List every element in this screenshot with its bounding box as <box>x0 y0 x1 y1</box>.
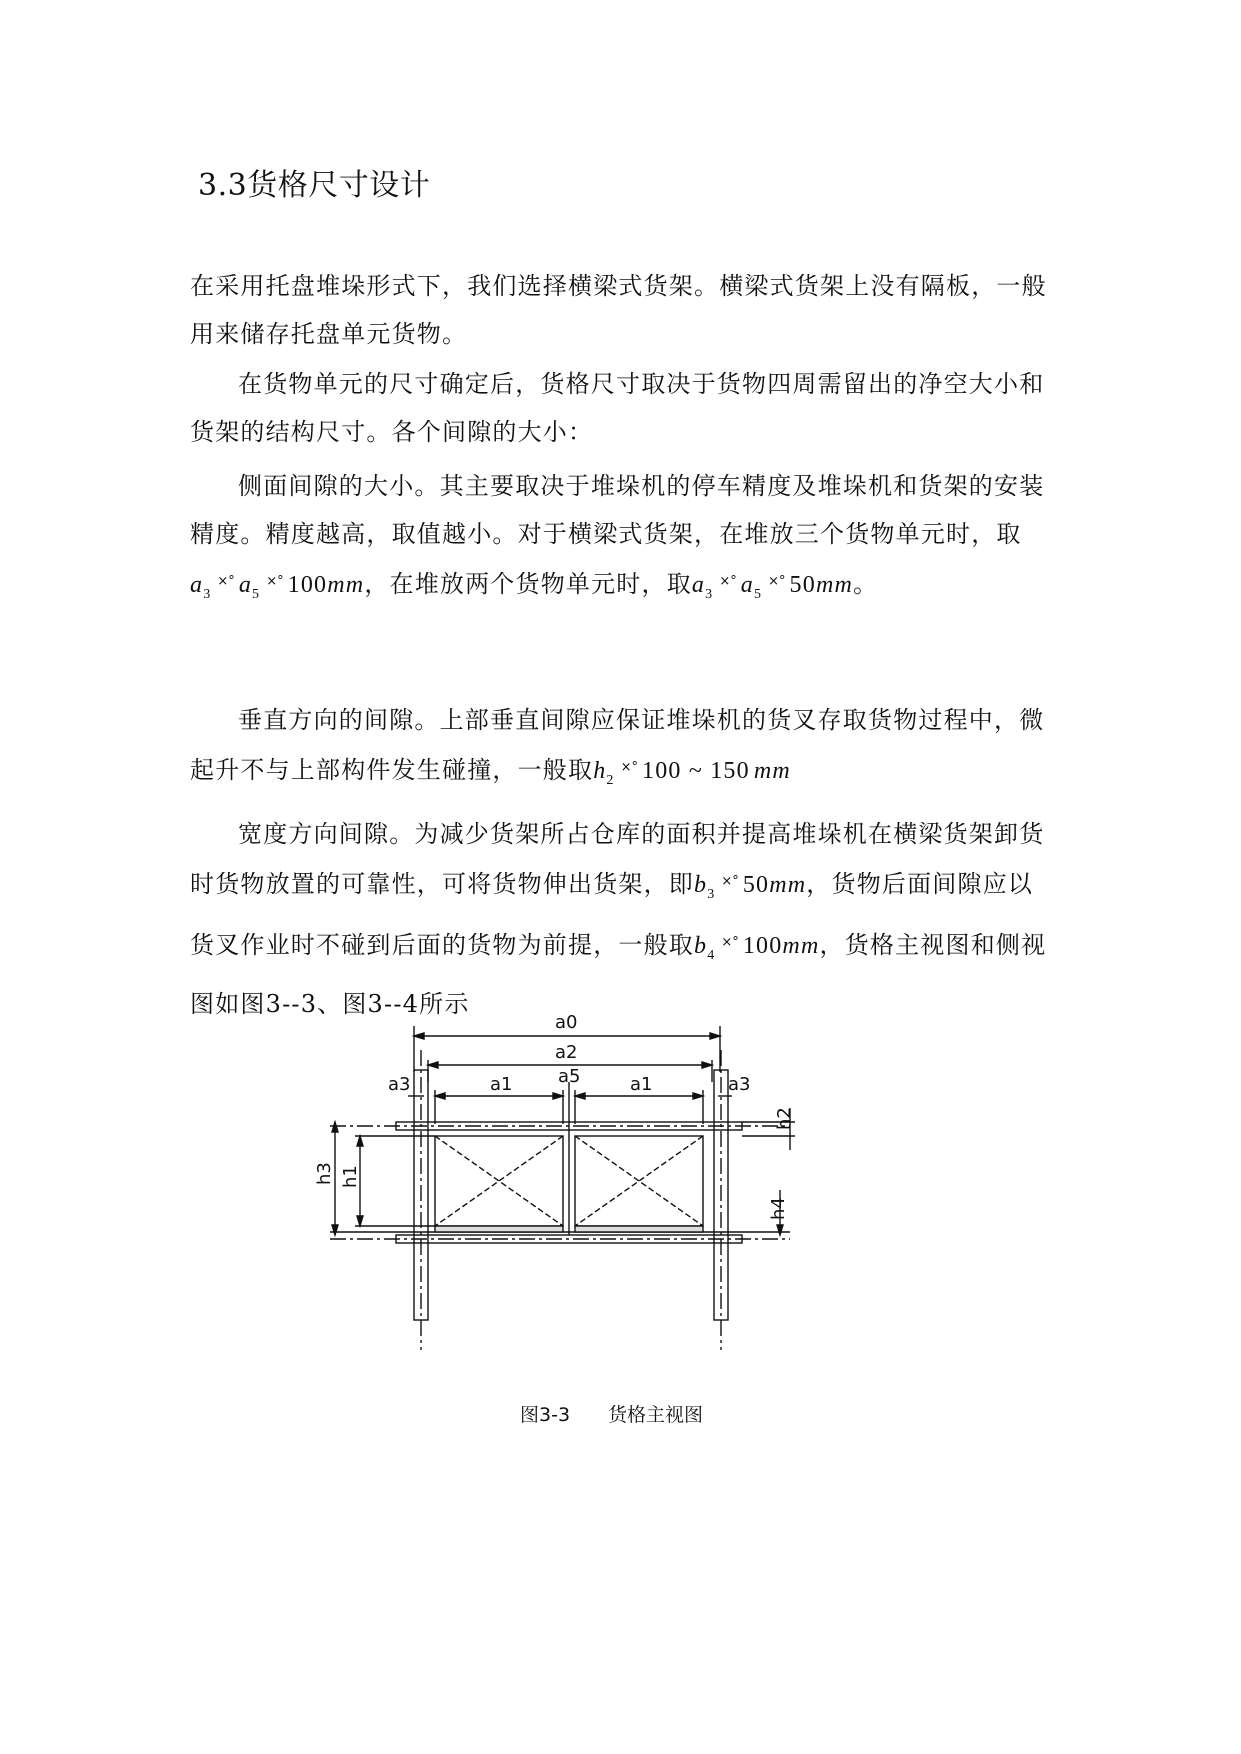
label-a3-right: a3 <box>728 1074 751 1095</box>
width-clearance-text: 宽度方向间隙。为减少货架所占仓库的面积并提高堆垛机在横梁货架卸货时货物放置的可靠性，可将货物伸出货架，即 <box>190 820 1045 898</box>
value-100: 100 <box>742 933 783 959</box>
paragraph-vertical-clearance <box>190 696 1050 805</box>
formula-a5-2: $a_5$ <box>740 572 763 602</box>
paragraph-side-clearance <box>190 462 1050 619</box>
approx-symbol: ×° <box>719 574 737 589</box>
unit-mm: mm <box>327 572 365 598</box>
caption-number: 图3-3 <box>520 1404 571 1426</box>
label-a1-right: a1 <box>630 1074 653 1095</box>
paragraph-intro: 在采用托盘堆垛形式下，我们选择横梁式货架。横梁式货架上没有隔板，一般用来储存托盘单元货物。 <box>190 272 1047 348</box>
value-100: 100 <box>287 572 328 598</box>
approx-symbol: ×° <box>721 935 739 950</box>
value-range: 100 ~ 150 <box>642 758 750 784</box>
formula-h2: $h_2$ <box>593 758 615 788</box>
formula-b4: $b_4$ <box>694 933 716 963</box>
figure-caption <box>520 1400 703 1427</box>
label-a3-left: a3 <box>388 1074 411 1095</box>
vertical-clearance-text: 垂直方向的间隙。上部垂直间隙应保证堆垛机的货叉存取货物过程中，微起升不与上部构件发生碰撞，一般取 <box>190 706 1045 784</box>
label-h2: h2 <box>774 1107 795 1130</box>
paragraph-width-clearance <box>190 810 1050 1028</box>
unit-mm: mm <box>753 758 791 784</box>
paragraph-clearance-overview: 在货物单元的尺寸确定后，货格尺寸取决于货物四周需留出的净空大小和货架的结构尺寸。各个间隙的大小： <box>190 370 1045 446</box>
width-clearance-text-2: ，货物后面间隙应以货叉作业时不碰到后面的货物为前提，一般取 <box>190 870 1034 959</box>
approx-symbol: ×° <box>768 574 786 589</box>
label-a0: a0 <box>555 1012 578 1033</box>
side-clearance-text: 侧面间隙的大小。其主要取决于堆垛机的停车精度及堆垛机和货架的安装精度。精度越高，取值越小。对于横梁式货架，在堆放三个货物单元时，取 <box>190 472 1045 548</box>
formula-b3: $b_3$ <box>694 872 716 902</box>
value-50: 50 <box>742 872 770 898</box>
width-clearance-text-3: ，货格主视图和侧视图如图3--3、图3--4所示 <box>190 931 1047 1018</box>
formula-a5-1: $a_5$ <box>238 572 261 602</box>
section-heading: 3.3货格尺寸设计 <box>198 168 431 203</box>
shelf-front-view-drawing <box>300 1010 900 1390</box>
approx-symbol: ×° <box>620 760 639 775</box>
label-h3: h3 <box>314 1162 335 1185</box>
shelf-front-view-figure <box>300 1010 900 1390</box>
unit-mm: mm <box>782 933 820 959</box>
caption-title: 货格主视图 <box>608 1404 704 1426</box>
formula-a3-2: $a_3$ <box>691 572 714 602</box>
approx-symbol: ×° <box>721 874 739 889</box>
dimension-labels <box>314 1012 795 1220</box>
label-h4: h4 <box>768 1197 789 1220</box>
unit-mm: mm <box>769 872 807 898</box>
approx-symbol: ×° <box>266 574 284 589</box>
label-a2: a2 <box>555 1042 578 1063</box>
label-a1-left: a1 <box>490 1074 513 1095</box>
value-50: 50 <box>789 572 816 598</box>
formula-a3-1: $a_3$ <box>190 572 212 602</box>
approx-symbol: ×° <box>217 574 235 589</box>
unit-mm: mm <box>815 572 854 598</box>
label-h1: h1 <box>340 1165 361 1188</box>
side-clearance-text-2: ，在堆放两个货物单元时，取 <box>364 570 692 598</box>
label-a5: a5 <box>558 1066 581 1087</box>
period: 。 <box>853 570 879 598</box>
